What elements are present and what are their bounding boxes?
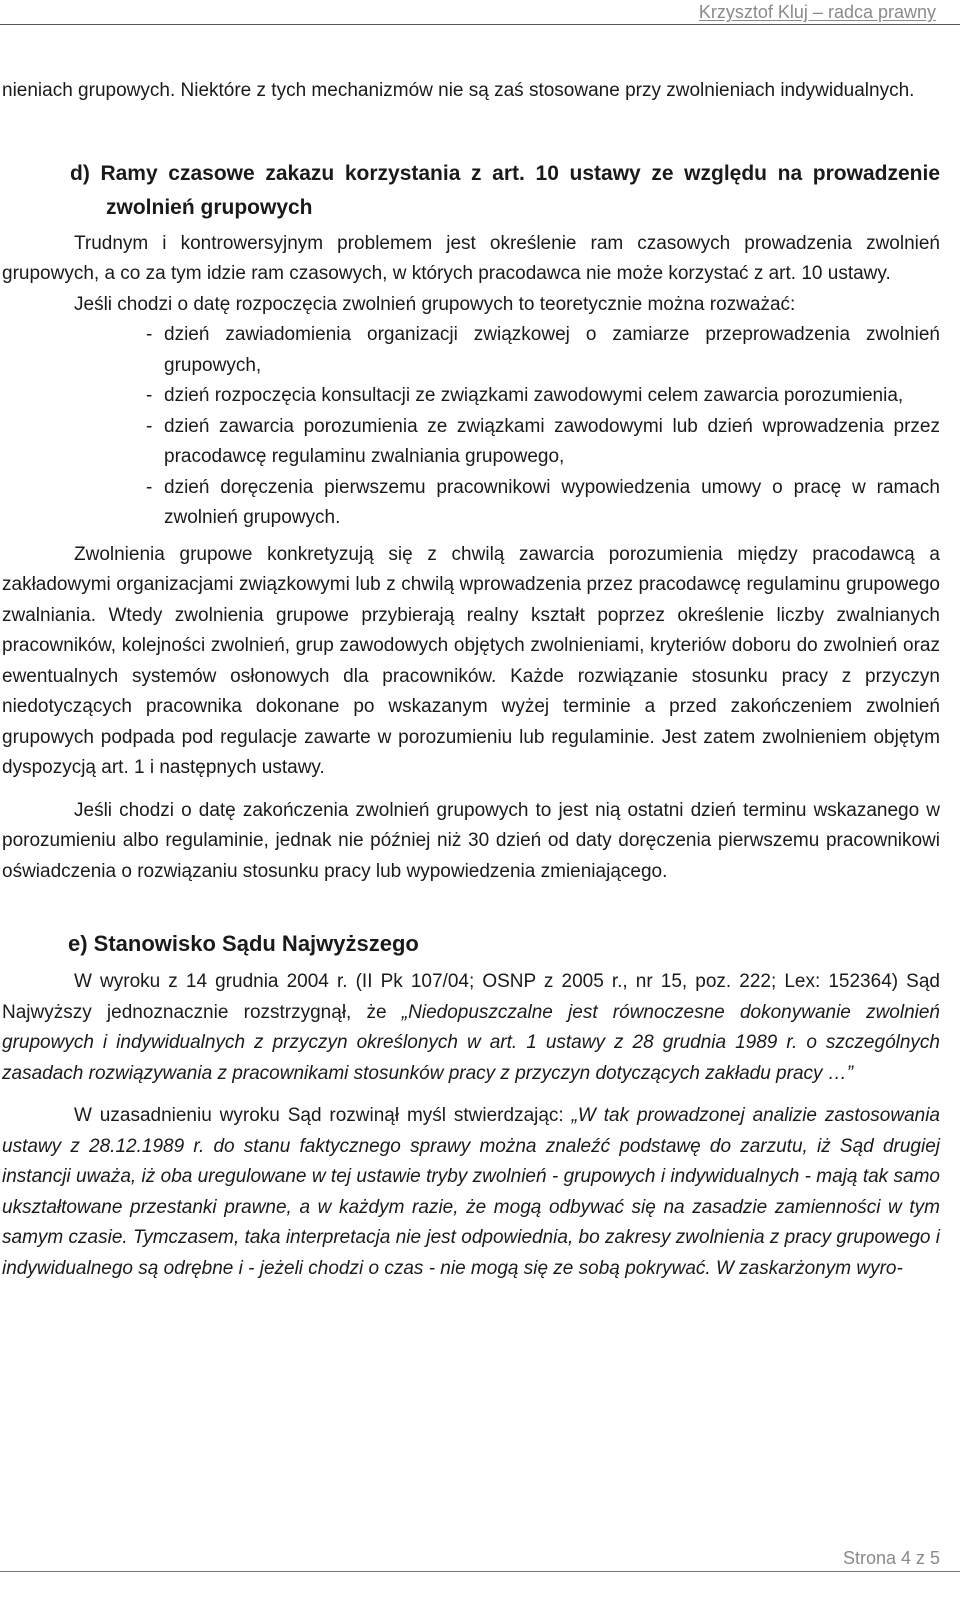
justification-quote: „W tak prowadzonej analizie zastosowania ustawy z 28.12.1989 r. do stanu faktycznego sprawy można znaleźć podstawę do zarzutu, iż Sąd drugiej instancji uważa, iż oba uregulowane w tej ustawie tryby zwolnień - grupowych i indywidualnych - mają tak samo ukształtowane przestanki prawne, a w każdym razie, że mogą odbywać się na zasadzie zamienności w tym samym czasie. Tymczasem, taka interpretacja nie jest odpowiednia, bo zakresy zwolnienia z pracy grupowego i indywidualnego są odrębne i - jeżeli chodzi o czas - nie mogą się ze sobą pokrywać. W zaskarżonym wyro- <box>2 1105 940 1279</box>
section-heading-e: e) Stanowisko Sądu Najwyższego <box>68 931 419 956</box>
ruling-quote: „Niedopuszczalne jest równoczesne dokonywanie zwolnień grupowych i indywidualnych z przyczyn określonych w art. 1 ustawy z 28 grudnia 1989 r. o szczególnych zasadach rozwiązywania z pracownikami stosunków pracy z przyczyn dotyczących zakładu pracy …” <box>2 1001 940 1084</box>
footer-rule <box>0 1571 960 1572</box>
section-heading-d: d) Ramy czasowe zakazu korzystania z art. 10 ustawy ze względu na prowadzenie zwolnień grupowych <box>70 161 940 219</box>
paragraph-supreme-court-ruling: W wyroku z 14 grudnia 2004 r. (II Pk 107/04; OSNP z 2005 r., nr 15, poz. 222; Lex: 152364) Sąd Najwyższy jednoznacznie rozstrzygnął, że „Niedopuszczalne jest równoczesne dokonywanie zwolnień grupowych i indywidualnych z przyczyn określonych w art. 1 ustawy z 28 grudnia 1989 r. o szczególnych zasadach rozwiązywania z pracownikami stosunków pracy z przyczyn dotyczących zakładu pracy …” <box>2 971 940 1084</box>
paragraph-end-date: Jeśli chodzi o datę zakończenia zwolnień grupowych to jest nią ostatni dzień terminu wskazanego w porozumieniu albo regulaminie, jednak nie później niż 30 dzień od daty doręczenia pierwszemu pracownikowi oświadczenia o rozwiązaniu stosunku pracy lub wypowiedzenia zmieniającego. <box>2 799 940 882</box>
paragraph-ruling-justification: W uzasadnieniu wyroku Sąd rozwinął myśl stwierdzając: „W tak prowadzonej analizie zastosowania ustawy z 28.12.1989 r. do stanu faktycznego sprawy można znaleźć podstawę do zarzutu, iż Sąd drugiej instancji uważa, iż oba uregulowane w tej ustawie tryby zwolnień - grupowych i indywidualnych - mają tak samo ukształtowane przestanki prawne, a w każdym razie, że mogą odbywać się na zasadzie zamienności w tym samym czasie. Tymczasem, taka interpretacja nie jest odpowiednia, bo zakresy zwolnienia z pracy grupowego i indywidualnego są odrębne i - jeżeli chodzi o czas - nie mogą się ze sobą pokrywać. W zaskarżonym wyro- <box>2 1105 940 1279</box>
list-item: - dzień doręczenia pierwszemu pracownikowi wypowiedzenia umowy o pracę w ramach zwolnień grupowych. <box>146 473 940 534</box>
paragraph-time-frames: Trudnym i kontrowersyjnym problemem jest określenie ram czasowych prowadzenia zwolnień grupowych, a co za tym idzie ram czasowych, w których pracodawca nie może korzystać z art. 10 ustawy. <box>2 232 940 284</box>
page-number: Strona 4 z 5 <box>837 1546 940 1570</box>
paragraph-start-date: Jeśli chodzi o datę rozpoczęcia zwolnień grupowych to teoretycznie można rozważać: <box>74 293 796 315</box>
list-item: - dzień rozpoczęcia konsultacji ze związkami zawodowymi celem zawarcia porozumienia, <box>146 381 940 412</box>
list-item: - dzień zawarcia porozumienia ze związkami zawodowymi lub dzień wprowadzenia przez pracodawcę regulaminu zwalniania grupowego, <box>146 412 940 473</box>
paragraph-continuation: nieniach grupowych. Niektóre z tych mechanizmów nie są zaś stosowane przy zwolnieniach indywidualnych. <box>2 80 915 101</box>
start-date-options-list <box>2 320 940 534</box>
header-rule <box>0 24 960 25</box>
dash-bullet-icon: - <box>146 476 153 498</box>
dash-bullet-icon: - <box>146 415 153 437</box>
dash-bullet-icon: - <box>146 324 153 345</box>
document-body <box>2 76 940 1284</box>
dash-bullet-icon: - <box>146 385 153 406</box>
list-item: - dzień zawiadomienia organizacji związkowej o zamiarze przeprowadzenia zwolnień grupowych, <box>146 320 940 381</box>
paragraph-concretization: Zwolnienia grupowe konkretyzują się z chwilą zawarcia porozumienia między pracodawcą a zakładowymi organizacjami związkowymi lub z chwilą wprowadzenia przez pracodawcę regulaminu grupowego zwalniania. Wtedy zwolnienia grupowe przybierają realny kształt poprzez określenie liczby zwalnianych pracowników, kolejności zwolnień, grup zawodowych objętych zwolnieniami, kryteriów doboru do zwolnień oraz ewentualnych systemów osłonowych dla pracowników. Każde rozwiązanie stosunku pracy z przyczyn niedotyczących pracownika dokonane po wskazanym wyżej terminie a przed zakończeniem zwolnień grupowych podpada pod regulacje zawarte w porozumieniu lub regulaminie. Jest zatem zwolnieniem objętym dyspozycją art. 1 i następnych ustawy. <box>2 543 940 778</box>
header-author: Krzysztof Kluj – radca prawny <box>693 0 936 24</box>
